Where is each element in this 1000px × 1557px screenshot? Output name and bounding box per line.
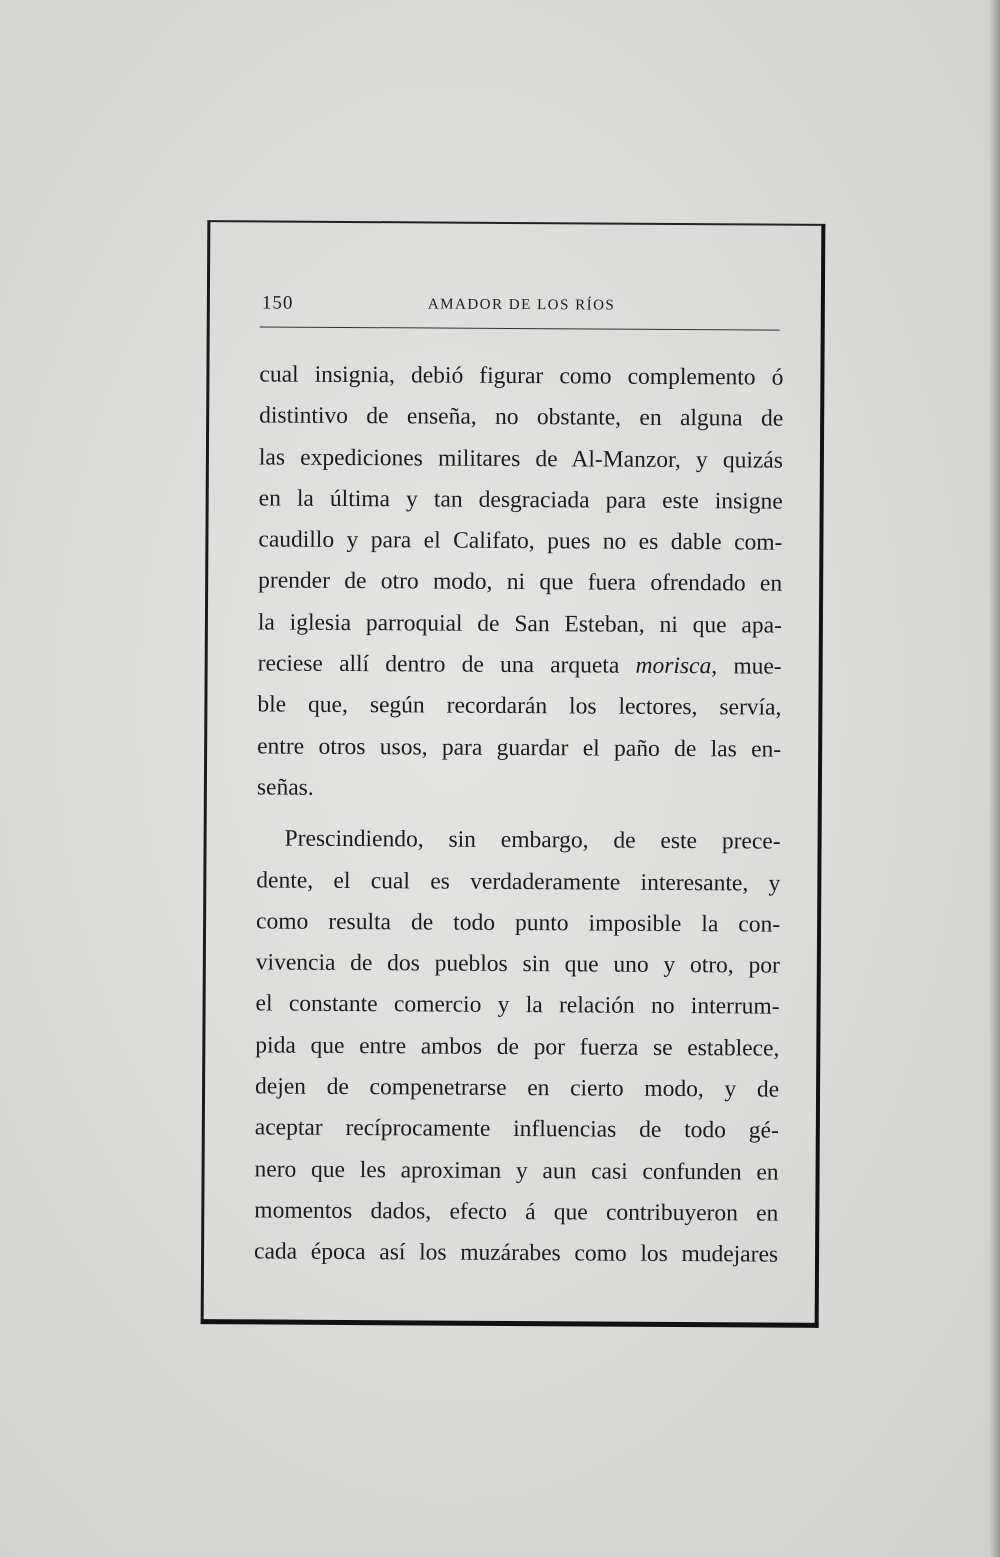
text-line: las expediciones militares de Al-Manzor, y quizás [258, 444, 784, 474]
paragraph-1 [257, 354, 784, 811]
text-line: cada época así los muzárabes como los mudejares [253, 1238, 779, 1268]
running-header [260, 292, 780, 319]
text-line: el constante comercio y la relación no interrum- [255, 990, 780, 1021]
page-edge [990, 0, 1000, 1557]
paragraph-2 [254, 819, 781, 1276]
text-segment: reciese allí dentro de una arqueta [257, 650, 636, 679]
text-line: ble que, según recordarán los lectores, servía, [257, 691, 782, 722]
text-line: en la última y tan desgraciada para este insigne [258, 485, 783, 515]
text-line: nero que les aproximan y aun casi confunden en [254, 1156, 779, 1186]
text-line: cual insignia, debió figurar como complemento ó [259, 361, 784, 391]
italic-word: morisca [635, 652, 712, 680]
body-text [254, 354, 784, 1276]
text-line: dejen de compenetrarse en cierto modo, y de [255, 1073, 780, 1103]
text-line: pida que entre ambos de por fuerza se establece, [255, 1032, 780, 1062]
text-line: la iglesia parroquial de San Esteban, ni que apa- [257, 609, 782, 639]
page-number: 150 [261, 292, 294, 314]
text-line: vivencia de dos pueblos sin que uno y otro, por [255, 949, 780, 979]
text-line-with-italic [258, 644, 782, 688]
text-line: entre otros usos, para guardar el paño de las en- [257, 733, 782, 763]
page-content [253, 222, 784, 1268]
text-line: Prescindiendo, sin embargo, de este prece- [284, 825, 781, 855]
text-line: prender de otro modo, ni que fuera ofrendado en [258, 567, 783, 598]
header-title: AMADOR DE LOS RÍOS [427, 296, 616, 314]
page-border-frame [201, 220, 826, 1328]
text-line: distintivo de enseña, no obstante, en alguna de [259, 402, 784, 432]
text-line: señas. [256, 774, 314, 801]
text-segment: , mue- [711, 653, 782, 680]
header-rule [260, 326, 780, 330]
text-line: caudillo y para el Califato, pues no es dable com- [258, 526, 783, 556]
text-line: dente, el cual es verdaderamente interesante, y [256, 866, 781, 897]
text-line: aceptar recíprocamente influencias de todo gé- [254, 1114, 779, 1144]
text-line: como resulta de todo punto imposible la con- [256, 908, 781, 938]
text-line: momentos dados, efecto á que contribuyeron en [254, 1197, 779, 1227]
